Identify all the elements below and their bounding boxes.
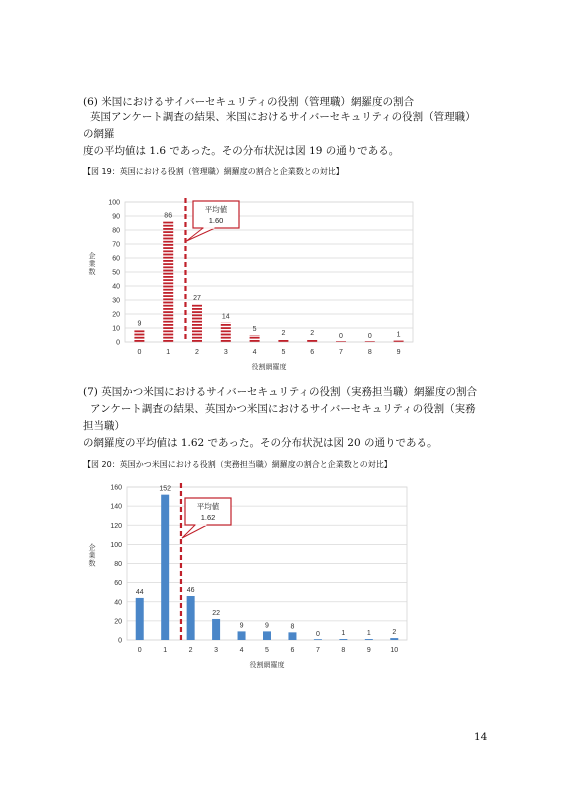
chart19-bar: [278, 339, 288, 342]
chart19-x-tick-label: 8: [367, 349, 372, 356]
chart20-y-tick-label: 140: [110, 503, 122, 511]
chart20-callout-pointer: [182, 525, 207, 538]
chart19-mean-label: 平均値: [204, 205, 228, 214]
chart19-y-tick-label: 80: [112, 227, 120, 235]
figure-19-chart: [80, 180, 420, 375]
chart20-data-label: 46: [186, 587, 195, 595]
chart20-data-label: 1: [341, 630, 346, 638]
chart19-y-tick-label: 10: [112, 325, 120, 333]
chart19-y-tick-label: 30: [112, 297, 120, 305]
chart20-data-label: 9: [239, 622, 244, 630]
chart20-y-tick-label: 80: [114, 561, 122, 568]
section-6-line-2: 度の平均値は 1.6 であった。その分布状況は図 19 の通りである。: [83, 145, 400, 157]
chart20-data-label: 1: [366, 630, 371, 638]
chart19-bar: [250, 335, 260, 342]
chart20-y-tick-label: 160: [110, 484, 122, 492]
chart20-data-label: 2: [392, 629, 397, 637]
chart20-x-tick-label: 9: [366, 647, 371, 654]
figure-19-caption: 【図 19：英国における役割（管理職）網羅度の割合と企業数との対比】: [83, 167, 344, 176]
section-7-heading: (7) 英国かつ米国におけるサイバーセキュリティの役割（実務担当職）網羅度の割合: [83, 386, 478, 398]
chart20-x-tick-label: 3: [214, 647, 219, 654]
chart20-mean-label: 平均値: [196, 502, 220, 511]
chart19-x-axis-title: 役割網羅度: [251, 364, 287, 371]
chart19-data-label: 2: [310, 330, 315, 338]
section-7-line-1: アンケート調査の結果、英国かつ米国におけるサイバーセキュリティの役割（実務担当職）: [83, 403, 476, 432]
chart20-x-tick-label: 2: [188, 647, 193, 654]
chart19-bar: [394, 341, 404, 342]
chart19-bar: [134, 329, 144, 342]
chart19-y-tick-label: 50: [112, 269, 120, 277]
chart20-x-tick-label: 5: [265, 647, 269, 654]
chart20-bar: [187, 596, 195, 640]
chart19-y-tick-label: 20: [112, 311, 120, 319]
chart20-x-tick-label: 8: [341, 647, 346, 654]
chart20-data-label: 22: [212, 609, 220, 617]
chart19-y-tick-label: 60: [112, 255, 120, 263]
chart19-bar: [336, 341, 346, 342]
chart20-y-tick-label: 60: [114, 580, 122, 588]
chart20-bar: [238, 631, 246, 640]
chart20-x-tick-label: 10: [390, 647, 399, 654]
page-number: 14: [474, 731, 488, 743]
chart20-bar: [212, 619, 220, 640]
figure-19-svg: [80, 180, 420, 375]
chart19-y-tick-label: 0: [116, 339, 120, 347]
chart19-x-tick-label: 0: [137, 349, 142, 356]
chart20-y-tick-label: 120: [110, 522, 122, 530]
chart19-y-tick-label: 70: [112, 241, 120, 249]
section-7-line-2: の網羅度の平均値は 1.62 であった。その分布状況は図 20 の通りである。: [83, 437, 438, 449]
chart19-x-tick-label: 3: [223, 349, 228, 356]
chart20-bar: [339, 639, 347, 640]
chart20-bar: [161, 495, 169, 640]
chart20-x-tick-label: 0: [137, 647, 142, 654]
chart20-x-tick-label: 6: [290, 647, 295, 654]
chart19-x-tick-label: 4: [252, 349, 257, 356]
chart19-data-label: 5: [252, 326, 257, 333]
chart20-x-tick-label: 7: [315, 647, 320, 654]
chart19-data-label: 0: [339, 333, 343, 340]
section-6-heading: (6) 米国におけるサイバーセキュリティの役割（管理職）網羅度の割合: [83, 96, 415, 108]
section-6-line-1: 英国アンケート調査の結果、米国におけるサイバーセキュリティの役割（管理職）の網羅: [83, 111, 476, 140]
chart19-x-tick-label: 6: [310, 349, 315, 356]
chart20-bar: [263, 631, 271, 640]
chart19-y-axis-title: 企業数: [88, 253, 96, 276]
section-6-paragraph: [83, 109, 483, 160]
chart20-bar: [136, 598, 144, 640]
chart19-bar: [221, 322, 231, 342]
chart20-y-tick-label: 100: [110, 541, 122, 549]
chart20-data-label: 44: [135, 588, 144, 596]
chart19-data-label: 9: [137, 320, 142, 328]
chart19-y-tick-label: 90: [112, 213, 120, 221]
chart19-x-tick-label: 7: [339, 349, 343, 356]
chart20-x-tick-label: 4: [239, 647, 244, 654]
chart20-x-tick-label: 1: [163, 647, 168, 654]
chart20-data-label: 0: [315, 631, 320, 638]
chart20-mean-value-label: 1.62: [200, 513, 216, 522]
chart20-y-tick-label: 40: [114, 599, 122, 607]
chart19-y-tick-label: 100: [108, 199, 120, 207]
chart19-data-label: 2: [281, 330, 286, 338]
chart19-data-label: 14: [221, 313, 230, 321]
chart19-x-tick-label: 5: [281, 349, 286, 356]
chart19-bar: [307, 339, 317, 342]
chart19-bar: [365, 341, 375, 342]
figure-20-caption: 【図 20：英国かつ米国における役割（実務担当職）網羅度の割合と企業数との対比】: [83, 460, 392, 469]
chart20-y-axis-title: 企業数: [88, 544, 96, 568]
section-7-paragraph: [83, 401, 483, 452]
chart19-y-tick-label: 40: [112, 283, 120, 291]
chart20-bar: [314, 639, 322, 640]
chart20-data-label: 8: [290, 623, 295, 631]
chart19-data-label: 86: [164, 212, 173, 220]
chart20-x-axis-title: 役割網羅度: [249, 662, 285, 669]
figure-20-svg: [80, 473, 420, 678]
chart19-x-tick-label: 2: [195, 349, 199, 356]
chart20-data-label: 9: [265, 622, 269, 630]
chart20-data-label: 152: [159, 485, 172, 493]
chart19-x-tick-label: 9: [396, 349, 401, 356]
chart19-bar: [192, 304, 202, 342]
chart19-bar: [163, 222, 173, 342]
chart20-y-tick-label: 0: [118, 637, 122, 645]
chart19-x-tick-label: 1: [166, 349, 171, 356]
chart19-mean-value-label: 1.60: [208, 216, 224, 225]
chart20-y-tick-label: 20: [114, 618, 122, 626]
chart20-bar: [390, 638, 398, 640]
chart19-data-label: 0: [367, 333, 372, 340]
chart19-data-label: 27: [193, 295, 201, 303]
chart19-data-label: 1: [396, 331, 401, 339]
chart20-bar: [288, 632, 296, 640]
figure-20-chart: [80, 473, 420, 678]
chart20-bar: [365, 639, 373, 640]
